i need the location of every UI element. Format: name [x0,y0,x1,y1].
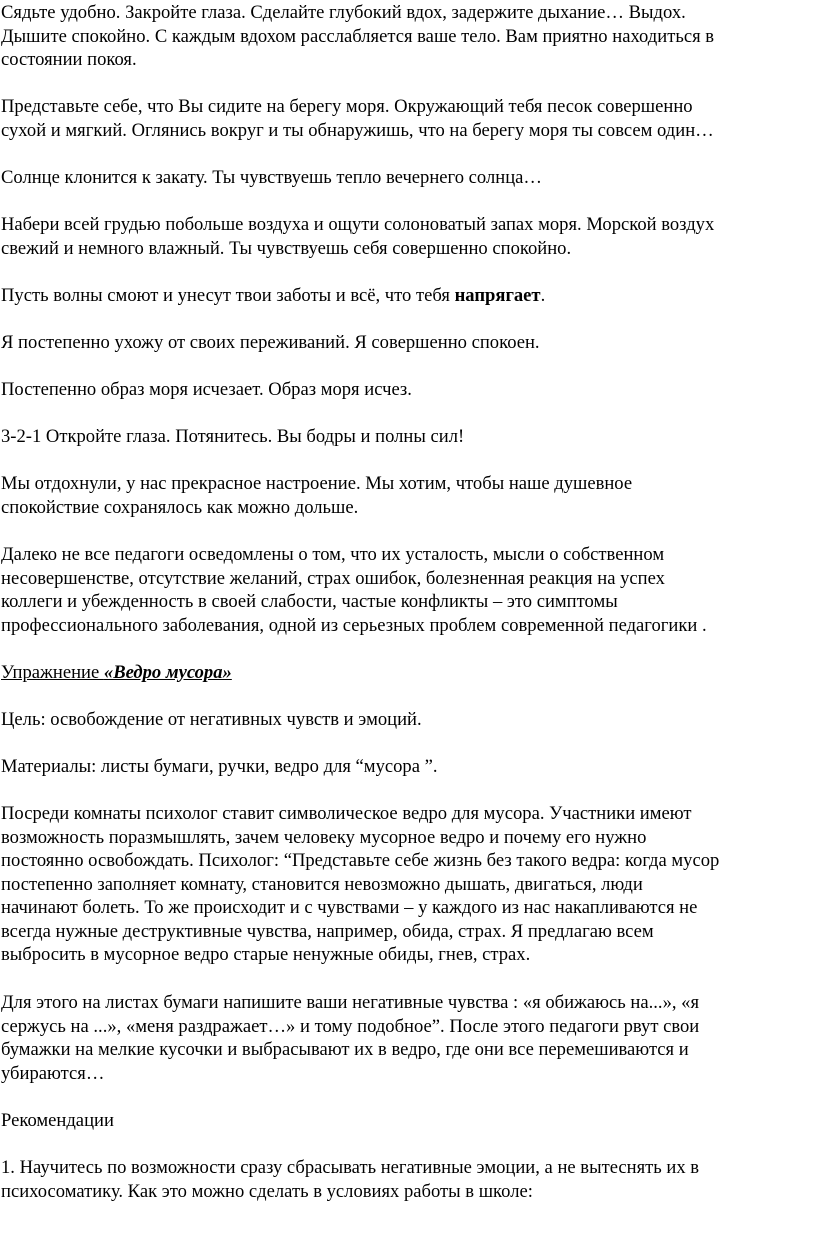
text-line: 1. Научитесь по возможности сразу сбрасывать негативные эмоции, а не вытеснять их в [1,1157,700,1178]
text-run: Пусть волны смоют и унесут твои заботы и всё, что тебя [1,285,455,306]
paragraph-waves [0,284,813,308]
paragraph-goal [0,708,813,732]
paragraph-rested [0,472,813,519]
text-line: сержусь на ...», «меня раздражает…» и тому подобное”. После этого педагоги рвут свои [1,1015,700,1037]
paragraph-sea-fades [0,378,813,402]
text-line: сухой и мягкий. Оглянись вокруг и ты обнаружишь, что на берегу моря ты совсем один… [1,119,714,141]
text-line: Цель: освобождение от негативных чувств и эмоций. [1,709,422,730]
text-line [1,284,813,308]
text-line: Я постепенно ухожу от своих переживаний. Я совершенно спокоен. [1,332,540,353]
text-line: Материалы: листы бумаги, ручки, ведро для “мусора ”. [1,756,438,777]
text-line: возможность поразмышлять, зачем человеку мусорное ведро и почему его нужно [1,826,647,848]
paragraph-sea-shore [0,95,813,142]
text-run: . [540,285,546,306]
text-line: убираются… [1,1062,105,1084]
text-line: Для этого на листах бумаги напишите ваши негативные чувства : «я обижаюсь на...», «я [1,992,700,1013]
recommendations-heading [0,1109,813,1133]
text-line: несовершенстве, отсутствие желаний, страх ошибок, болезненная реакция на успех [1,567,665,589]
text-line: Рекомендации [1,1110,114,1131]
paragraph-exercise-instructions [0,991,813,1085]
paragraph-exercise-description [0,802,816,967]
paragraph-recommendation-1 [0,1156,813,1203]
text-line: выбросить в мусорное ведро старые ненужные обиды, гнев, страх. [1,944,531,965]
paragraph-teachers-burnout [0,543,813,637]
text-line: психосоматику. Как это можно сделать в условиях работы в школе: [1,1180,533,1202]
exercise-heading [0,661,813,685]
text-line [1,661,813,685]
text-line: профессионального заболевания, одной из серьезных проблем современной педагогики . [1,614,707,636]
text-line: начинают болеть. То же происходит и с чувствами – у каждого из нас накапливаются не [1,897,698,918]
text-line: Представьте себе, что Вы сидите на берегу моря. Окружающий тебя песок совершенно [1,96,693,117]
paragraph-materials [0,755,813,779]
text-line: всегда нужные деструктивные чувства, например, обида, страх. Я предлагаю всем [1,920,654,942]
text-line: бумажки на мелкие кусочки и выбрасывают их в ведро, где они все перемешиваются и [1,1039,689,1060]
paragraph-calm [0,331,813,355]
text-line: Мы отдохнули, у нас прекрасное настроение. Мы хотим, чтобы наше душевное [1,473,633,494]
text-line: Солнце клонится к закату. Ты чувствуешь тепло вечернего солнца… [1,167,542,188]
paragraph-sunset [0,166,813,190]
paragraph-relaxation-intro [0,1,813,72]
text-line: свежий и немного влажный. Ты чувствуешь себя совершенно спокойно. [1,237,572,259]
text-line: коллеги и убежденность в своей слабости, частые конфликты – это симптомы [1,591,618,612]
bold-word: напрягает [454,285,541,306]
text-line: состоянии покоя. [1,49,137,70]
text-line: Далеко не все педагоги осведомлены о том, что их усталость, мысли о собственном [1,544,665,565]
text-line: постоянно освобождать. Психолог: “Представьте себе жизнь без такого ведра: когда мусор [1,850,720,871]
text-line: Сядьте удобно. Закройте глаза. Сделайте глубокий вдох, задержите дыхание… Выдох. [1,2,686,23]
text-line: Дышите спокойно. С каждым вдохом расслабляется ваше тело. Вам приятно находиться в [1,25,715,47]
text-line: 3-2-1 Откройте глаза. Потянитесь. Вы бодры и полны сил! [1,426,465,447]
text-line: Набери всей грудью побольше воздуха и ощути солоноватый запах моря. Морской воздух [1,214,715,235]
text-line: спокойствие сохранялось как можно дольше. [1,496,359,518]
text-line: Посреди комнаты психолог ставит символическое ведро для мусора. Участники имеют [1,803,692,824]
text-line: постепенно заполняет комнату, становится невозможно дышать, двигаться, люди [1,873,643,895]
paragraph-countdown [0,425,813,449]
exercise-label: Упражнение [1,662,104,683]
exercise-title: «Ведро мусора» [103,662,232,683]
text-line: Постепенно образ моря исчезает. Образ моря исчез. [1,379,412,400]
paragraph-sea-air [0,213,813,260]
